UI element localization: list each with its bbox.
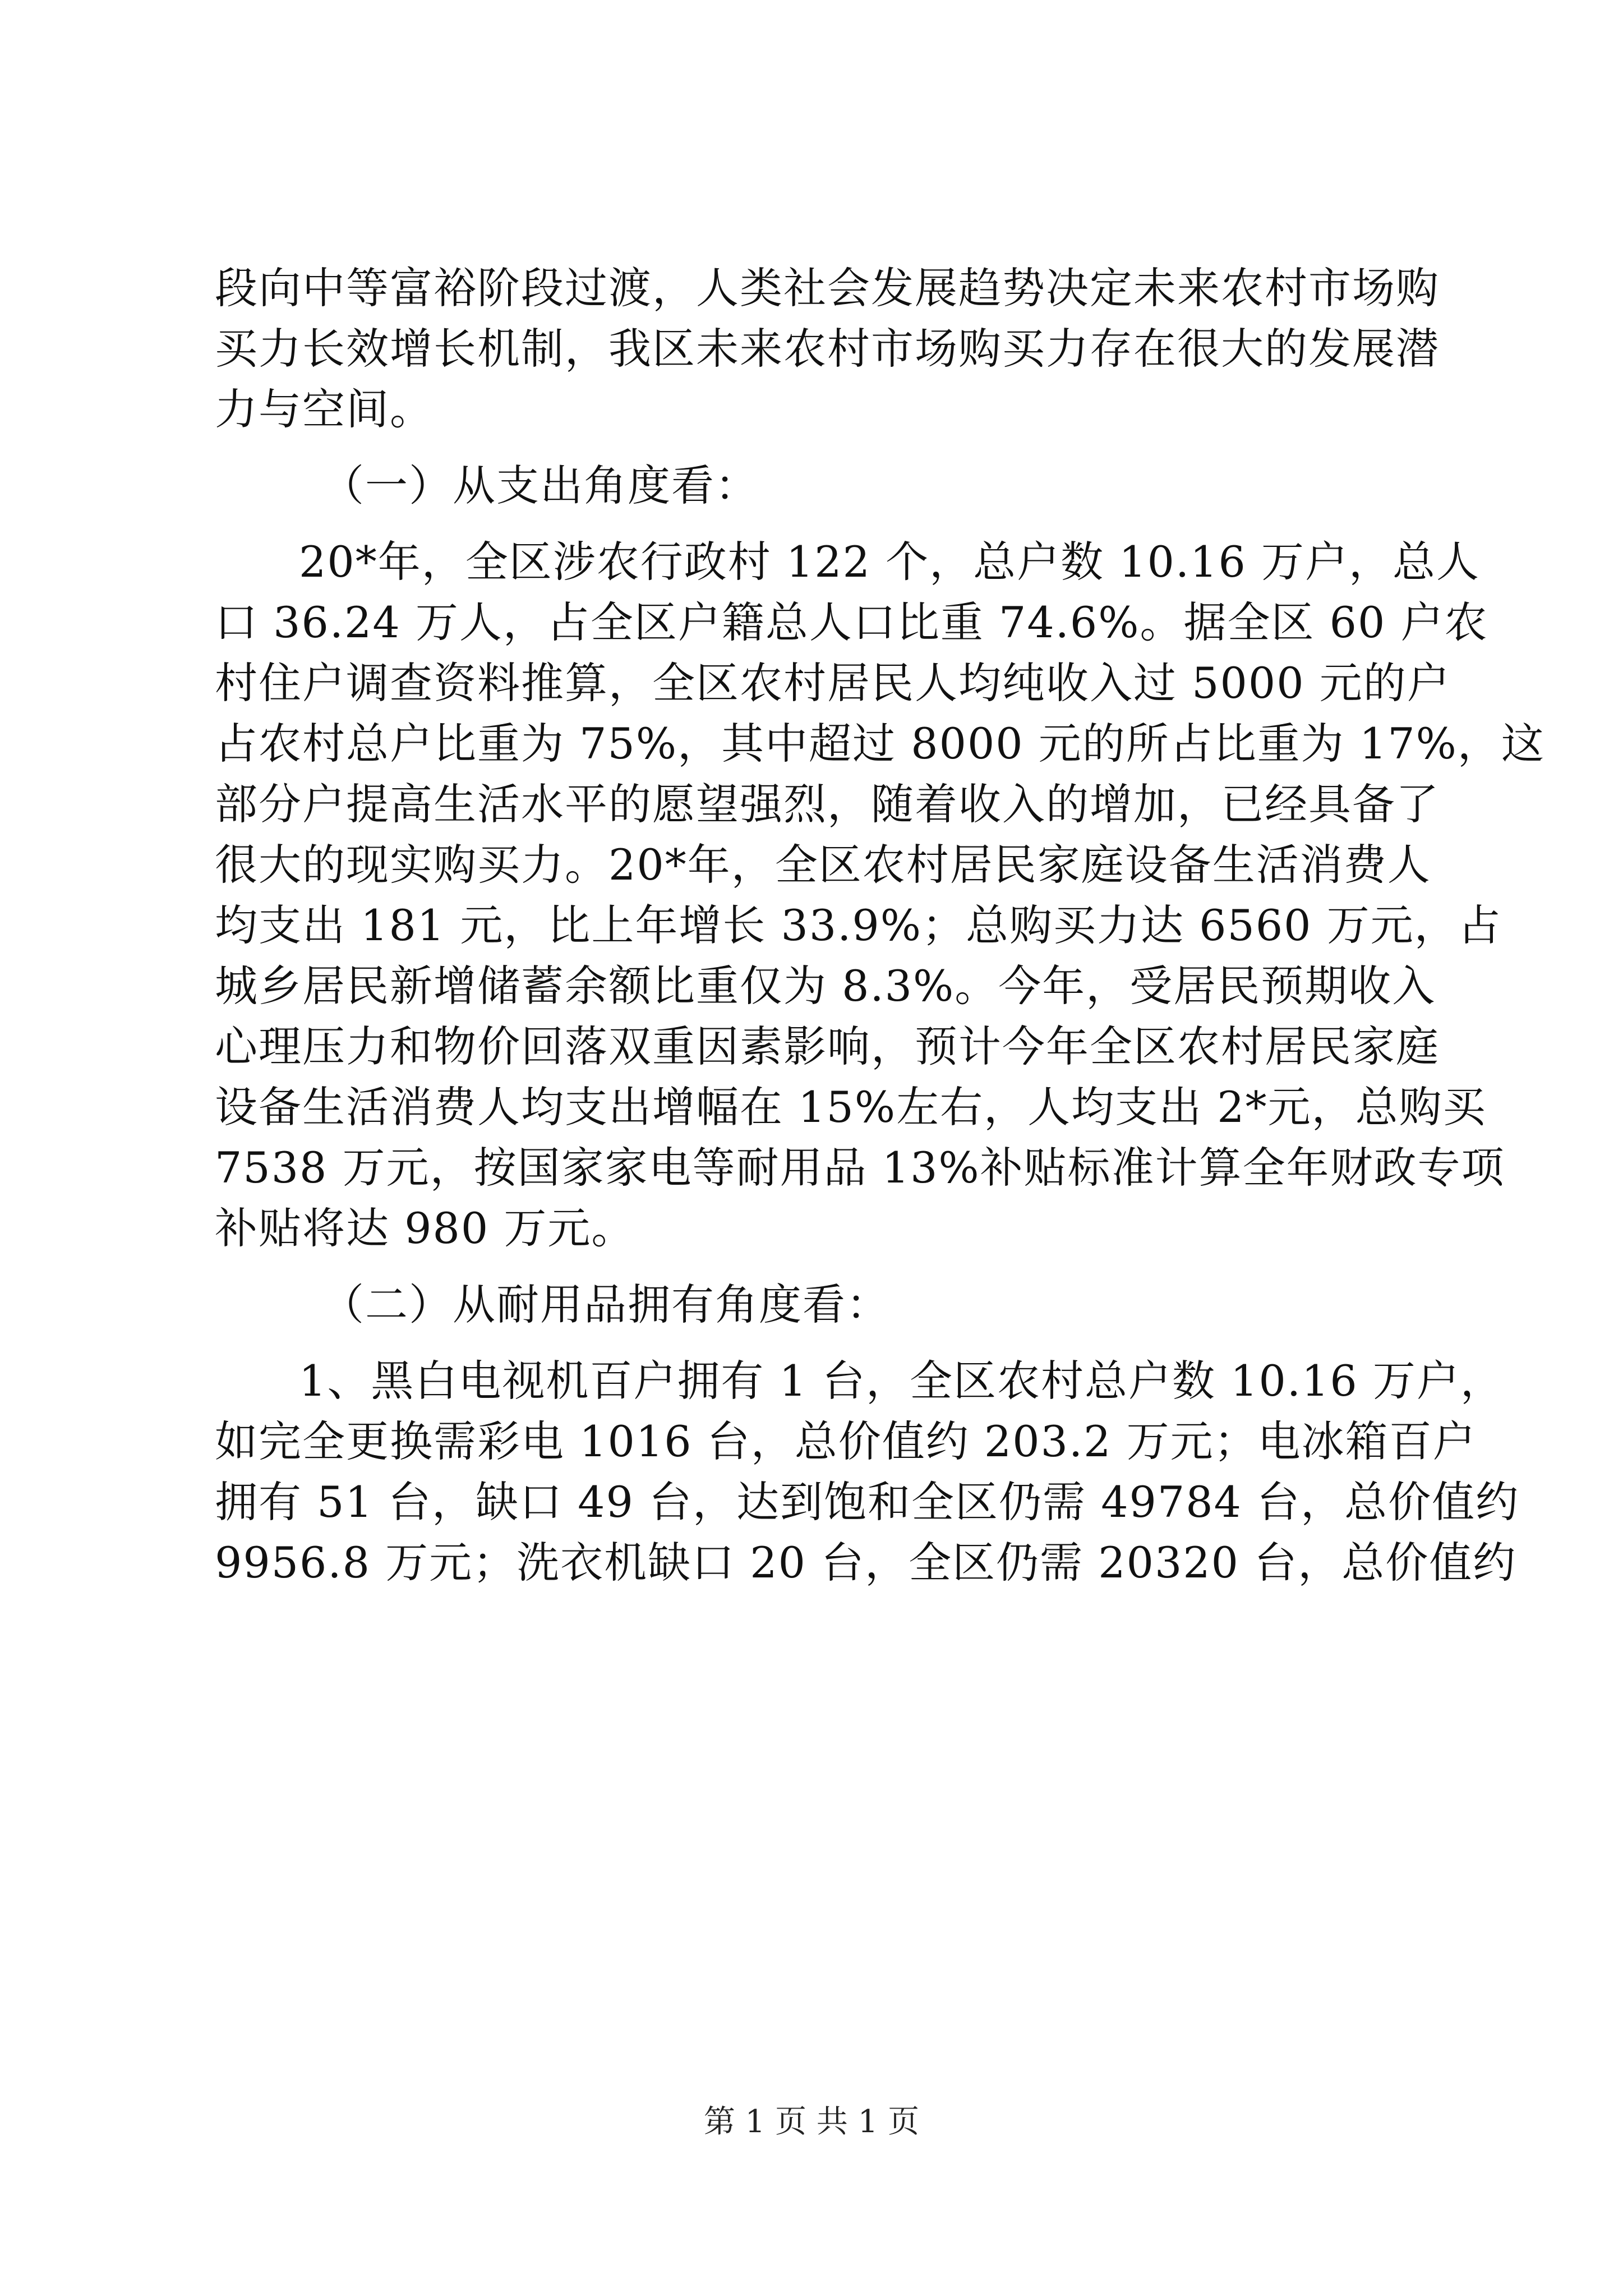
section-heading-2: （二）从耐用品拥有角度看： [321,1280,890,1329]
text-line: 力与空间。 [215,384,434,434]
document-body [215,258,1545,1593]
page-footer: 第 1 页 共 1 页 [703,2104,920,2140]
text-line: 拥有 51 台，缺口 49 台，达到饱和全区仍需 49784 台，总价值约 [215,1477,1520,1527]
text-line: 如完全更换需彩电 1016 台，总价值约 203.2 万元；电冰箱百户 [215,1416,1477,1466]
text-line: 部分户提高生活水平的愿望强烈，随着收入的增加，已经具备了 [215,779,1440,829]
spacer [215,516,1409,532]
text-line: 补贴将达 980 万元。 [215,1203,635,1253]
text-line: 很大的现实购买力。20*年，全区农村居民家庭设备生活消费人 [215,840,1431,890]
text-line: 买力长效增长机制，我区未来农村市场购买力存在很大的发展潜 [215,324,1440,374]
section-heading-1: （一）从支出角度看： [321,461,759,510]
text-line: 口 36.24 万人，占全区户籍总人口比重 74.6%。据全区 60 户农 [215,597,1488,647]
spacer [215,1335,1409,1351]
text-line: 20*年，全区涉农行政村 122 个，总户数 10.16 万户，总人 [299,537,1480,587]
text-line: 段向中等富裕阶段过渡，人类社会发展趋势决定未来农村市场购 [215,263,1440,313]
text-line: 设备生活消费人均支出增幅在 15%左右，人均支出 2*元，总购买 [215,1082,1487,1132]
spacer [215,1259,1409,1274]
text-line: 村住户调查资料推算，全区农村居民人均纯收入过 5000 元的户 [215,658,1451,708]
text-line: 占农村总户比重为 75%，其中超过 8000 元的所占比重为 17%，这 [215,719,1545,769]
text-line: 9956.8 万元；洗衣机缺口 20 台，全区仍需 20320 台，总价值约 [215,1538,1517,1588]
text-line: 1、黑白电视机百户拥有 1 台，全区农村总户数 10.16 万户， [299,1356,1504,1406]
text-line: 城乡居民新增储蓄余额比重仅为 8.3%。今年，受居民预期收入 [215,961,1436,1011]
spacer [215,440,1409,455]
text-line: 7538 万元，按国家家电等耐用品 13%补贴标准计算全年财政专项 [215,1143,1505,1193]
text-line: 均支出 181 元，比上年增长 33.9%；总购买力达 6560 万元，占 [215,900,1502,950]
text-line: 心理压力和物价回落双重因素影响，预计今年全区农村居民家庭 [215,1022,1440,1071]
